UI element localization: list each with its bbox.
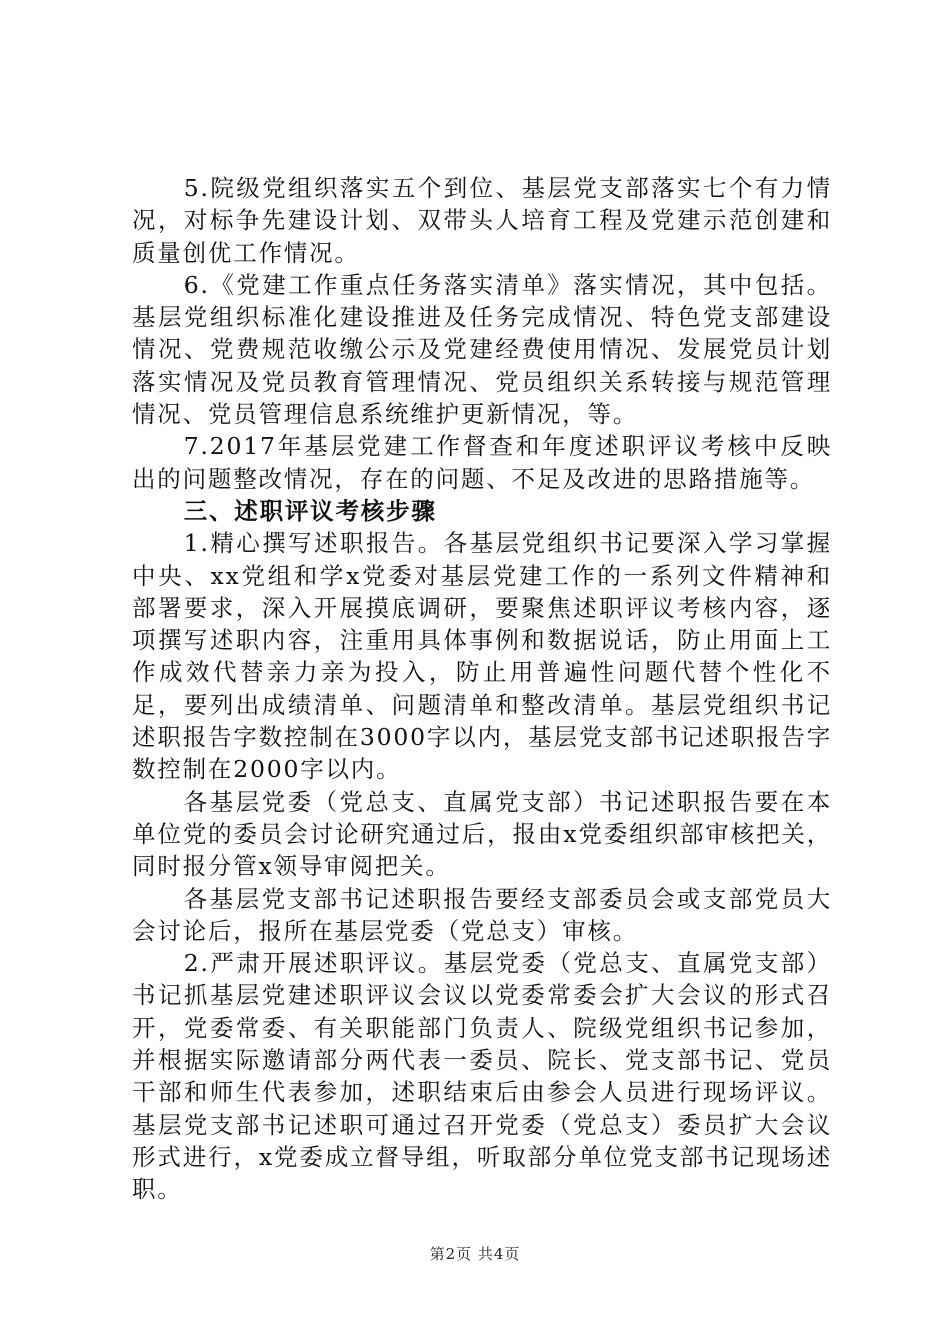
- paragraph-step-1: 1.精心撰写述职报告。各基层党组织书记要深入学习掌握中央、xx党组和学x党委对基层党建工作的一系列文件精神和部署要求，深入开展摸底调研，要聚焦述职评议考核内容，逐项撰写述职内容，注重用具体事例和数据说话，防止用面上工作成效代替亲力亲为投入，防止用普遍性问题代替个性化不足，要列出成绩清单、问题清单和整改清单。基层党组织书记述职报告字数控制在3000字以内，基层党支部书记述职报告字数控制在2000字以内。: [132, 529, 832, 784]
- paragraph-item-7: 7.2017年基层党建工作督查和年度述职评议考核中反映出的问题整改情况，存在的问题、不足及改进的思路措施等。: [132, 432, 832, 493]
- paragraph-branch-report: 各基层党支部书记述职报告要经支部委员会或支部党员大会讨论后，报所在基层党委（党总支）审核。: [132, 884, 832, 945]
- document-body: [132, 172, 832, 1206]
- section-heading: 三、述职评议考核步骤: [183, 496, 437, 525]
- paragraph-item-6: 6.《党建工作重点任务落实清单》落实情况，其中包括。基层党组织标准化建设推进及任务完成情况、特色党支部建设情况、党费规范收缴公示及党建经费使用情况、发展党员计划落实情况及党员教育管理情况、党员组织关系转接与规范管理情况、党员管理信息系统维护更新情况，等。: [132, 270, 832, 429]
- paragraph-party-committee-report: 各基层党委（党总支、直属党支部）书记述职报告要在本单位党的委员会讨论研究通过后，报由x党委组织部审核把关，同时报分管x领导审阅把关。: [132, 787, 832, 881]
- page-footer: 第2页 共4页: [429, 1245, 521, 1263]
- paragraph-step-2: 2.严肃开展述职评议。基层党委（党总支、直属党支部）书记抓基层党建述职评议会议以党委常委会扩大会议的形式召开，党委常委、有关职能部门负责人、院级党组织书记参加，并根据实际邀请部分两代表一委员、院长、党支部书记、党员干部和师生代表参加，述职结束后由参会人员进行现场评议。基层党支部书记述职可通过召开党委（党总支）委员扩大会议形式进行，x党委成立督导组，听取部分单位党支部书记现场述职。: [132, 949, 832, 1204]
- paragraph-item-5: 5.院级党组织落实五个到位、基层党支部落实七个有力情况，对标争先建设计划、双带头人培育工程及党建示范创建和质量创优工作情况。: [132, 174, 832, 267]
